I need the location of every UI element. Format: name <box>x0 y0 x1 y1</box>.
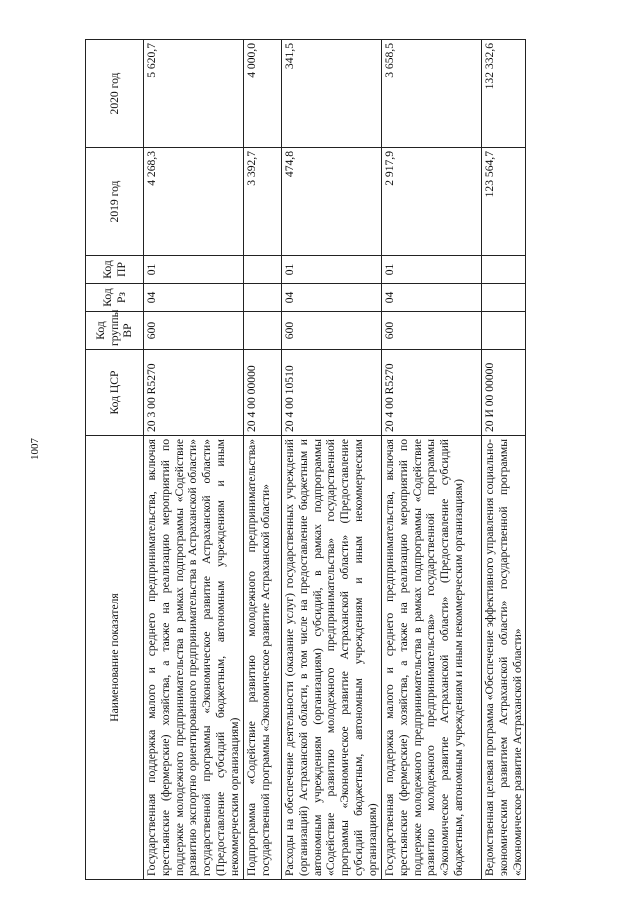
row-csr: 20 4 00 10510 <box>282 350 382 436</box>
row-csr: 20 4 00 00000 <box>244 350 282 436</box>
header-pr: Код ПР <box>86 256 144 284</box>
row-name: Подпрограмма «Содействие развитию молодежного предпринимательства» государственной программы «Экономическое развитие Астраханской области» <box>244 436 282 880</box>
row-csr: 20 4 00 R5270 <box>382 350 482 436</box>
table-row <box>382 40 482 880</box>
row-2020: 5 620,7 <box>144 40 244 148</box>
header-2019: 2019 год <box>86 148 144 256</box>
table-row <box>282 40 382 880</box>
row-name: Расходы на обеспечение деятельности (оказание услуг) государственных учреждений (организаций) Астраханской области, в том числе на предоставление бюджетным и автономным учреждениям (организациям) субсидий, в рамках подпрограммы «Содействие развитию молодежного предпринимательства» государственной программы «Экономическое развитие Астраханской области» (Предоставление субсидий бюджетным, автономным учреждениям и иным некоммерческим организациям) <box>282 436 382 880</box>
row-pr <box>482 256 526 284</box>
row-pr: 01 <box>382 256 482 284</box>
row-2019: 2 917,9 <box>382 148 482 256</box>
row-2019: 474,8 <box>282 148 382 256</box>
header-csr: Код ЦСР <box>86 350 144 436</box>
rotated-page-content <box>85 40 525 880</box>
row-2019: 4 268,3 <box>144 148 244 256</box>
row-vr <box>482 312 526 350</box>
row-pr: 01 <box>144 256 244 284</box>
row-rz <box>244 284 282 312</box>
row-2019: 123 564,7 <box>482 148 526 256</box>
row-vr: 600 <box>282 312 382 350</box>
row-name: Государственная поддержка малого и среднего предпринимательства, включая крестьянские (фермерские) хозяйства, а также на реализацию мероприятий по поддержке молодежного предпринимательства в рамках подпрограммы «Содействие развитию молодежного предпринимательства» государственной программы «Экономическое развитие Астраханской области» (Предоставление субсидий бюджетным, автономным учреждениям и иным некоммерческим организациям) <box>382 436 482 880</box>
row-rz: 04 <box>282 284 382 312</box>
table-row <box>144 40 244 880</box>
header-name: Наименование показателя <box>86 436 144 880</box>
header-2020: 2020 год <box>86 40 144 148</box>
row-2020: 3 658,5 <box>382 40 482 148</box>
row-vr: 600 <box>144 312 244 350</box>
row-csr: 20 И 00 00000 <box>482 350 526 436</box>
row-csr: 20 3 00 R5270 <box>144 350 244 436</box>
page-number: 1007 <box>29 438 41 460</box>
row-name: Ведомственная целевая программа «Обеспечение эффективного управления социально-экономическим развитием Астраханской области» государственной программы «Экономическое развитие Астраханской области» <box>482 436 526 880</box>
budget-table <box>85 39 526 880</box>
header-vr: Код группы ВР <box>86 312 144 350</box>
row-rz <box>482 284 526 312</box>
row-rz: 04 <box>144 284 244 312</box>
row-vr: 600 <box>382 312 482 350</box>
row-pr: 01 <box>282 256 382 284</box>
header-rz: Код Рз <box>86 284 144 312</box>
table-row <box>244 40 282 880</box>
row-name: Государственная поддержка малого и среднего предпринимательства, включая крестьянские (фермерские) хозяйства, а также на реализацию мероприятий по поддержке молодежного предпринимательства в рамках подпрограммы «Содействие развитию экспортно ориентированного предпринимательства в Астраханской области» государственной программы «Экономическое развитие Астраханской области» (Предоставление субсидий бюджетным, автономным учреждениям и иным некоммерческим организациям) <box>144 436 244 880</box>
row-2020: 341,5 <box>282 40 382 148</box>
row-pr <box>244 256 282 284</box>
row-2020: 4 000,0 <box>244 40 282 148</box>
row-2019: 3 392,7 <box>244 148 282 256</box>
row-vr <box>244 312 282 350</box>
table-row <box>482 40 526 880</box>
row-rz: 04 <box>382 284 482 312</box>
table-header-row <box>86 40 144 880</box>
row-2020: 132 332,6 <box>482 40 526 148</box>
